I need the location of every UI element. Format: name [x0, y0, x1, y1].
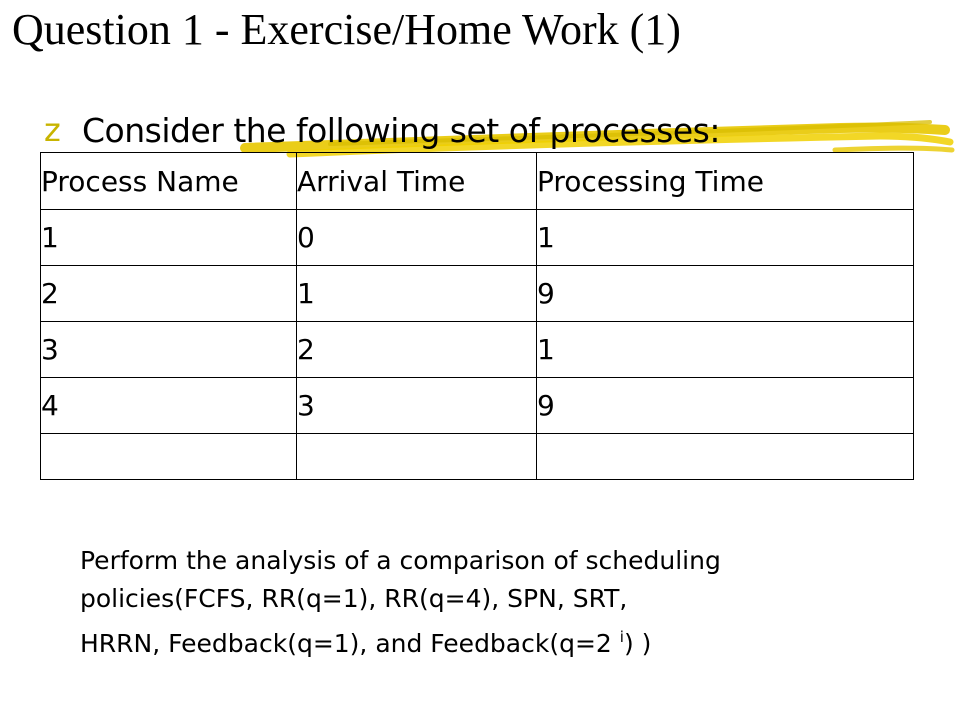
superscript-i: i	[619, 628, 624, 646]
table-row	[41, 378, 914, 434]
cell-processing-time: 1	[537, 322, 914, 378]
table-header-row	[41, 153, 914, 210]
instructions-line-3-closing: ) )	[623, 629, 652, 658]
cell-arrival-time: 3	[297, 378, 537, 434]
z-bullet-icon: z	[44, 111, 61, 149]
table-row	[41, 322, 914, 378]
header-process-name: Process Name	[41, 153, 297, 210]
cell-arrival-time: 0	[297, 210, 537, 266]
bullet-text: Consider the following set of processes:	[82, 110, 720, 150]
cell-process-name	[41, 434, 297, 480]
cell-processing-time	[537, 434, 914, 480]
slide-title: Question 1 - Exercise/Home Work (1)	[12, 5, 681, 54]
instructions-line-3-text: HRRN, Feedback(q=1), and Feedback(q=2	[80, 629, 620, 658]
cell-arrival-time	[297, 434, 537, 480]
bullet-item	[44, 102, 720, 158]
table-row-empty	[41, 434, 914, 480]
cell-process-name: 2	[41, 266, 297, 322]
cell-arrival-time: 2	[297, 322, 537, 378]
cell-arrival-time: 1	[297, 266, 537, 322]
table-row	[41, 266, 914, 322]
instructions-line-2: policies(FCFS, RR(q=1), RR(q=4), SPN, SRT,	[80, 584, 628, 613]
cell-process-name: 3	[41, 322, 297, 378]
cell-processing-time: 9	[537, 266, 914, 322]
header-processing-time: Processing Time	[537, 153, 914, 210]
instructions-text	[80, 542, 930, 663]
process-table	[40, 152, 914, 480]
table-row	[41, 210, 914, 266]
cell-process-name: 1	[41, 210, 297, 266]
header-arrival-time: Arrival Time	[297, 153, 537, 210]
instructions-line-3	[80, 618, 930, 663]
cell-processing-time: 9	[537, 378, 914, 434]
cell-processing-time: 1	[537, 210, 914, 266]
instructions-line-1: Perform the analysis of a comparison of scheduling	[80, 546, 721, 575]
cell-process-name: 4	[41, 378, 297, 434]
